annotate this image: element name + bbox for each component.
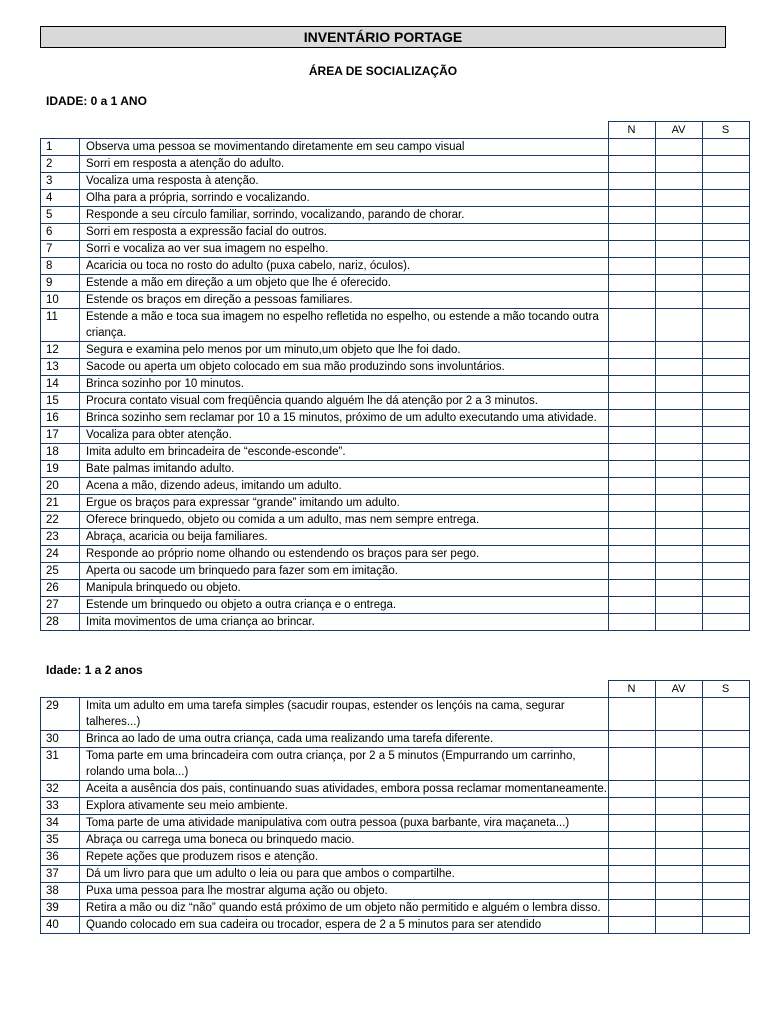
check-cell-n[interactable] <box>608 190 655 207</box>
item-number: 40 <box>41 917 80 934</box>
check-cell-n[interactable] <box>608 342 655 359</box>
check-cell-s[interactable] <box>702 224 749 241</box>
table-row <box>41 342 750 359</box>
item-description: Abraça ou carrega uma boneca ou brinquedo macio. <box>80 832 609 849</box>
item-number: 5 <box>41 207 80 224</box>
item-description: Retira a mão ou diz “não” quando está próximo de um objeto não permitido e alguém o lembra disso. <box>80 900 609 917</box>
item-number: 36 <box>41 849 80 866</box>
item-number: 35 <box>41 832 80 849</box>
check-cell-n[interactable] <box>608 614 655 631</box>
check-cell-s[interactable] <box>702 748 749 781</box>
table-row <box>41 748 750 781</box>
check-cell-n[interactable] <box>608 292 655 309</box>
item-number: 26 <box>41 580 80 597</box>
table-row <box>41 224 750 241</box>
check-cell-n[interactable] <box>608 798 655 815</box>
check-cell-n[interactable] <box>608 849 655 866</box>
header-s: S <box>702 681 749 698</box>
check-cell-s[interactable] <box>702 495 749 512</box>
item-number: 12 <box>41 342 80 359</box>
check-cell-av[interactable] <box>655 798 702 815</box>
check-cell-av[interactable] <box>655 376 702 393</box>
checklist-table-0-1 <box>40 121 750 631</box>
check-cell-n[interactable] <box>608 478 655 495</box>
item-number: 32 <box>41 781 80 798</box>
item-number: 16 <box>41 410 80 427</box>
item-description: Aceita a ausência dos pais, continuando suas atividades, embora possa reclamar momentaneamente. <box>80 781 609 798</box>
check-cell-s[interactable] <box>702 275 749 292</box>
item-description: Toma parte de uma atividade manipulativa com outra pessoa (puxa barbante, vira maçaneta...) <box>80 815 609 832</box>
check-cell-s[interactable] <box>702 207 749 224</box>
item-description: Sorri em resposta a expressão facial do outros. <box>80 224 609 241</box>
table-row <box>41 781 750 798</box>
table-row <box>41 139 750 156</box>
item-number: 29 <box>41 698 80 731</box>
check-cell-av[interactable] <box>655 207 702 224</box>
item-number: 33 <box>41 798 80 815</box>
table-row <box>41 427 750 444</box>
table-row <box>41 207 750 224</box>
check-cell-s[interactable] <box>702 815 749 832</box>
check-cell-av[interactable] <box>655 309 702 342</box>
check-cell-av[interactable] <box>655 190 702 207</box>
check-cell-av[interactable] <box>655 563 702 580</box>
item-number: 38 <box>41 883 80 900</box>
check-cell-av[interactable] <box>655 173 702 190</box>
table-row <box>41 376 750 393</box>
item-description: Estende a mão e toca sua imagem no espelho refletida no espelho, ou estende a mão tocando outra criança. <box>80 309 609 342</box>
table-row <box>41 597 750 614</box>
check-cell-s[interactable] <box>702 376 749 393</box>
item-description: Estende a mão em direção a um objeto que lhe é oferecido. <box>80 275 609 292</box>
check-cell-s[interactable] <box>702 292 749 309</box>
check-cell-av[interactable] <box>655 866 702 883</box>
check-cell-s[interactable] <box>702 832 749 849</box>
item-description: Imita movimentos de uma criança ao brincar. <box>80 614 609 631</box>
item-number: 31 <box>41 748 80 781</box>
table-row <box>41 444 750 461</box>
check-cell-n[interactable] <box>608 359 655 376</box>
item-number: 15 <box>41 393 80 410</box>
check-cell-n[interactable] <box>608 173 655 190</box>
table-row <box>41 292 750 309</box>
check-cell-n[interactable] <box>608 309 655 342</box>
table-row <box>41 512 750 529</box>
check-cell-n[interactable] <box>608 258 655 275</box>
check-cell-av[interactable] <box>655 342 702 359</box>
item-description: Manipula brinquedo ou objeto. <box>80 580 609 597</box>
check-cell-n[interactable] <box>608 917 655 934</box>
table-row <box>41 546 750 563</box>
check-cell-s[interactable] <box>702 883 749 900</box>
check-cell-s[interactable] <box>702 798 749 815</box>
check-cell-n[interactable] <box>608 546 655 563</box>
table-row <box>41 495 750 512</box>
header-s: S <box>702 122 749 139</box>
check-cell-av[interactable] <box>655 731 702 748</box>
item-number: 18 <box>41 444 80 461</box>
item-description: Explora ativamente seu meio ambiente. <box>80 798 609 815</box>
age-label-0-1: IDADE: 0 a 1 ANO <box>46 94 147 108</box>
check-cell-s[interactable] <box>702 427 749 444</box>
check-cell-av[interactable] <box>655 917 702 934</box>
item-description: Sacode ou aperta um objeto colocado em sua mão produzindo sons involuntários. <box>80 359 609 376</box>
check-cell-av[interactable] <box>655 597 702 614</box>
table-row <box>41 883 750 900</box>
check-cell-s[interactable] <box>702 597 749 614</box>
item-description: Toma parte em uma brincadeira com outra criança, por 2 a 5 minutos (Empurrando um carrinho, rolando uma bola...) <box>80 748 609 781</box>
header-n: N <box>608 122 655 139</box>
check-cell-n[interactable] <box>608 275 655 292</box>
check-cell-av[interactable] <box>655 781 702 798</box>
check-cell-n[interactable] <box>608 512 655 529</box>
check-cell-av[interactable] <box>655 580 702 597</box>
item-description: Sorri e vocaliza ao ver sua imagem no espelho. <box>80 241 609 258</box>
check-cell-n[interactable] <box>608 748 655 781</box>
check-cell-av[interactable] <box>655 156 702 173</box>
table-row <box>41 275 750 292</box>
check-cell-s[interactable] <box>702 580 749 597</box>
item-description: Estende os braços em direção a pessoas familiares. <box>80 292 609 309</box>
check-cell-av[interactable] <box>655 512 702 529</box>
check-cell-av[interactable] <box>655 495 702 512</box>
check-cell-n[interactable] <box>608 698 655 731</box>
check-cell-n[interactable] <box>608 207 655 224</box>
check-cell-n[interactable] <box>608 393 655 410</box>
check-cell-av[interactable] <box>655 461 702 478</box>
item-description: Brinca sozinho sem reclamar por 10 a 15 minutos, próximo de um adulto executando uma atividade. <box>80 410 609 427</box>
check-cell-av[interactable] <box>655 529 702 546</box>
item-number: 9 <box>41 275 80 292</box>
table-row <box>41 798 750 815</box>
check-cell-n[interactable] <box>608 883 655 900</box>
table-row <box>41 731 750 748</box>
item-number: 13 <box>41 359 80 376</box>
table-row <box>41 900 750 917</box>
table-row <box>41 461 750 478</box>
item-description: Repete ações que produzem risos e atenção. <box>80 849 609 866</box>
check-cell-s[interactable] <box>702 614 749 631</box>
check-cell-av[interactable] <box>655 241 702 258</box>
item-number: 21 <box>41 495 80 512</box>
check-cell-s[interactable] <box>702 241 749 258</box>
item-description: Dá um livro para que um adulto o leia ou para que ambos o compartilhe. <box>80 866 609 883</box>
table-row <box>41 173 750 190</box>
check-cell-av[interactable] <box>655 546 702 563</box>
check-cell-av[interactable] <box>655 427 702 444</box>
check-cell-n[interactable] <box>608 410 655 427</box>
table-row <box>41 359 750 376</box>
item-number: 22 <box>41 512 80 529</box>
item-number: 7 <box>41 241 80 258</box>
check-cell-av[interactable] <box>655 815 702 832</box>
check-cell-s[interactable] <box>702 917 749 934</box>
item-description: Segura e examina pelo menos por um minuto,um objeto que lhe foi dado. <box>80 342 609 359</box>
check-cell-av[interactable] <box>655 258 702 275</box>
item-description: Brinca sozinho por 10 minutos. <box>80 376 609 393</box>
check-cell-n[interactable] <box>608 580 655 597</box>
item-number: 30 <box>41 731 80 748</box>
item-description: Responde ao próprio nome olhando ou estendendo os braços para ser pego. <box>80 546 609 563</box>
item-description: Imita adulto em brincadeira de “esconde-esconde”. <box>80 444 609 461</box>
item-number: 2 <box>41 156 80 173</box>
check-cell-s[interactable] <box>702 156 749 173</box>
check-cell-s[interactable] <box>702 173 749 190</box>
check-cell-av[interactable] <box>655 900 702 917</box>
header-n: N <box>608 681 655 698</box>
check-cell-n[interactable] <box>608 597 655 614</box>
item-description: Aperta ou sacode um brinquedo para fazer som em imitação. <box>80 563 609 580</box>
header-av: AV <box>655 681 702 698</box>
check-cell-s[interactable] <box>702 529 749 546</box>
area-title: ÁREA DE SOCIALIZAÇÃO <box>308 64 458 78</box>
check-cell-n[interactable] <box>608 461 655 478</box>
check-cell-n[interactable] <box>608 224 655 241</box>
check-cell-s[interactable] <box>702 478 749 495</box>
table-row <box>41 190 750 207</box>
item-number: 28 <box>41 614 80 631</box>
check-cell-av[interactable] <box>655 748 702 781</box>
check-cell-s[interactable] <box>702 258 749 275</box>
check-cell-s[interactable] <box>702 849 749 866</box>
table-row <box>41 849 750 866</box>
check-cell-s[interactable] <box>702 359 749 376</box>
check-cell-s[interactable] <box>702 512 749 529</box>
check-cell-n[interactable] <box>608 563 655 580</box>
item-number: 39 <box>41 900 80 917</box>
item-description: Responde a seu círculo familiar, sorrindo, vocalizando, parando de chorar. <box>80 207 609 224</box>
age-label-1-2: Idade: 1 a 2 anos <box>46 663 143 677</box>
item-number: 8 <box>41 258 80 275</box>
check-cell-s[interactable] <box>702 781 749 798</box>
table-row <box>41 258 750 275</box>
check-cell-av[interactable] <box>655 698 702 731</box>
item-number: 24 <box>41 546 80 563</box>
item-description: Imita um adulto em uma tarefa simples (sacudir roupas, estender os lençóis na cama, segurar talheres...) <box>80 698 609 731</box>
item-number: 6 <box>41 224 80 241</box>
check-cell-n[interactable] <box>608 156 655 173</box>
item-description: Oferece brinquedo, objeto ou comida a um adulto, mas nem sempre entrega. <box>80 512 609 529</box>
item-number: 3 <box>41 173 80 190</box>
item-description: Acaricia ou toca no rosto do adulto (puxa cabelo, nariz, óculos). <box>80 258 609 275</box>
check-cell-n[interactable] <box>608 781 655 798</box>
item-description: Observa uma pessoa se movimentando diretamente em seu campo visual <box>80 139 609 156</box>
table-row <box>41 309 750 342</box>
check-cell-n[interactable] <box>608 731 655 748</box>
check-cell-n[interactable] <box>608 139 655 156</box>
table-row <box>41 866 750 883</box>
check-cell-n[interactable] <box>608 241 655 258</box>
check-cell-s[interactable] <box>702 731 749 748</box>
item-description: Ergue os braços para expressar “grande” imitando um adulto. <box>80 495 609 512</box>
check-cell-n[interactable] <box>608 832 655 849</box>
check-cell-s[interactable] <box>702 698 749 731</box>
document-title: INVENTÁRIO PORTAGE <box>40 26 726 48</box>
table-row <box>41 529 750 546</box>
checklist-table-1-2 <box>40 680 750 934</box>
check-cell-s[interactable] <box>702 410 749 427</box>
table-row <box>41 478 750 495</box>
check-cell-av[interactable] <box>655 359 702 376</box>
table-row <box>41 917 750 934</box>
item-description: Puxa uma pessoa para lhe mostrar alguma ação ou objeto. <box>80 883 609 900</box>
header-av: AV <box>655 122 702 139</box>
item-number: 10 <box>41 292 80 309</box>
item-description: Abraça, acaricia ou beija familiares. <box>80 529 609 546</box>
table-row <box>41 698 750 731</box>
item-number: 19 <box>41 461 80 478</box>
check-cell-av[interactable] <box>655 410 702 427</box>
table-row <box>41 563 750 580</box>
check-cell-n[interactable] <box>608 529 655 546</box>
check-cell-s[interactable] <box>702 190 749 207</box>
check-cell-s[interactable] <box>702 866 749 883</box>
check-cell-n[interactable] <box>608 427 655 444</box>
table-row <box>41 156 750 173</box>
item-description: Procura contato visual com freqüência quando alguém lhe dá atenção por 2 a 3 minutos. <box>80 393 609 410</box>
check-cell-av[interactable] <box>655 292 702 309</box>
item-description: Brinca ao lado de uma outra criança, cada uma realizando uma tarefa diferente. <box>80 731 609 748</box>
table-row <box>41 393 750 410</box>
check-cell-n[interactable] <box>608 376 655 393</box>
item-number: 17 <box>41 427 80 444</box>
check-cell-s[interactable] <box>702 444 749 461</box>
check-cell-s[interactable] <box>702 393 749 410</box>
check-cell-av[interactable] <box>655 478 702 495</box>
check-cell-av[interactable] <box>655 614 702 631</box>
item-description: Olha para a própria, sorrindo e vocalizando. <box>80 190 609 207</box>
check-cell-av[interactable] <box>655 393 702 410</box>
item-number: 14 <box>41 376 80 393</box>
table-row <box>41 614 750 631</box>
check-cell-av[interactable] <box>655 832 702 849</box>
item-description: Vocaliza para obter atenção. <box>80 427 609 444</box>
check-cell-av[interactable] <box>655 224 702 241</box>
check-cell-n[interactable] <box>608 866 655 883</box>
item-number: 37 <box>41 866 80 883</box>
item-description: Vocaliza uma resposta à atenção. <box>80 173 609 190</box>
item-description: Estende um brinquedo ou objeto a outra criança e o entrega. <box>80 597 609 614</box>
check-cell-av[interactable] <box>655 444 702 461</box>
item-number: 25 <box>41 563 80 580</box>
check-cell-s[interactable] <box>702 309 749 342</box>
check-cell-n[interactable] <box>608 495 655 512</box>
check-cell-s[interactable] <box>702 139 749 156</box>
item-number: 4 <box>41 190 80 207</box>
check-cell-s[interactable] <box>702 461 749 478</box>
check-cell-n[interactable] <box>608 444 655 461</box>
table-row <box>41 815 750 832</box>
item-description: Acena a mão, dizendo adeus, imitando um adulto. <box>80 478 609 495</box>
table-row <box>41 410 750 427</box>
check-cell-av[interactable] <box>655 139 702 156</box>
check-cell-s[interactable] <box>702 563 749 580</box>
item-description: Quando colocado em sua cadeira ou trocador, espera de 2 a 5 minutos para ser atendido <box>80 917 609 934</box>
check-cell-av[interactable] <box>655 849 702 866</box>
table-row <box>41 241 750 258</box>
item-number: 23 <box>41 529 80 546</box>
item-number: 34 <box>41 815 80 832</box>
table-row <box>41 580 750 597</box>
item-number: 1 <box>41 139 80 156</box>
item-number: 27 <box>41 597 80 614</box>
item-number: 11 <box>41 309 80 342</box>
check-cell-s[interactable] <box>702 900 749 917</box>
item-description: Bate palmas imitando adulto. <box>80 461 609 478</box>
check-cell-n[interactable] <box>608 900 655 917</box>
check-cell-av[interactable] <box>655 275 702 292</box>
check-cell-av[interactable] <box>655 883 702 900</box>
check-cell-s[interactable] <box>702 342 749 359</box>
check-cell-s[interactable] <box>702 546 749 563</box>
item-description: Sorri em resposta a atenção do adulto. <box>80 156 609 173</box>
table-row <box>41 832 750 849</box>
item-number: 20 <box>41 478 80 495</box>
check-cell-n[interactable] <box>608 815 655 832</box>
